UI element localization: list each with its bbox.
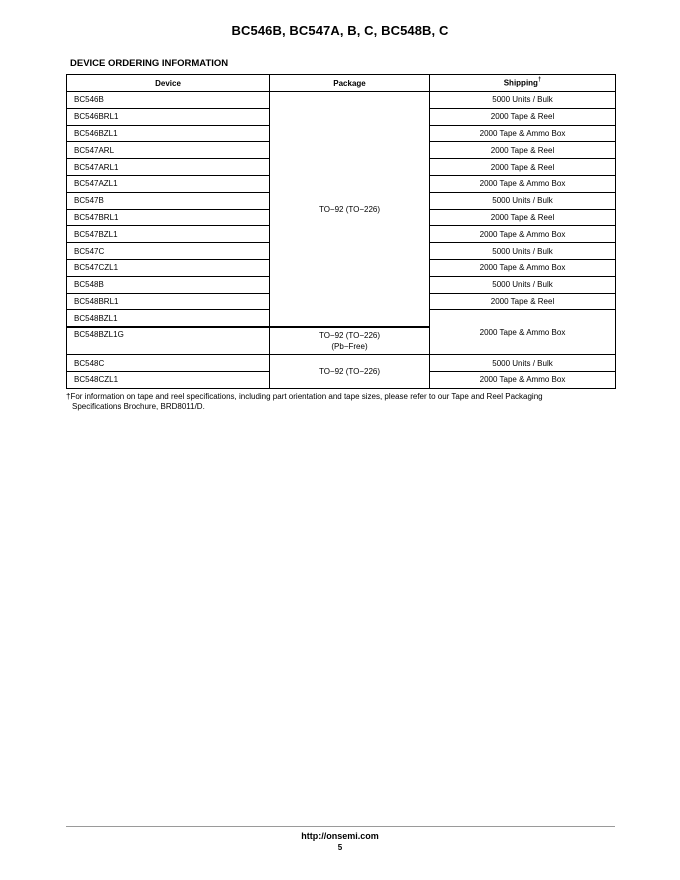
device-cell: BC547ARL1 (67, 159, 270, 176)
shipping-cell: 2000 Tape & Ammo Box (430, 226, 616, 243)
ordering-table (66, 74, 616, 389)
column-header-package: Package (270, 75, 430, 92)
device-cell: BC547CZL1 (67, 259, 270, 276)
device-cell: BC547B (67, 192, 270, 209)
device-cell: BC547BRL1 (67, 209, 270, 226)
shipping-cell: 2000 Tape & Reel (430, 293, 616, 310)
device-cell: BC547C (67, 243, 270, 260)
footer-url[interactable]: http://onsemi.com (301, 831, 379, 841)
shipping-cell: 2000 Tape & Reel (430, 159, 616, 176)
document-title: BC546B, BC547A, B, C, BC548B, C (231, 23, 449, 38)
device-cell: BC547ARL (67, 142, 270, 159)
device-cell: BC548CZL1 (67, 371, 270, 388)
shipping-cell: 2000 Tape & Reel (430, 209, 616, 226)
shipping-cell: 5000 Units / Bulk (430, 276, 616, 293)
dagger-mark: † (537, 77, 542, 84)
column-header-shipping (430, 75, 616, 92)
shipping-cell: 2000 Tape & Reel (430, 142, 616, 159)
device-cell: BC548BZL1G (67, 327, 270, 355)
shipping-cell: 2000 Tape & Ammo Box (430, 175, 616, 192)
table-row (67, 355, 616, 372)
device-cell: BC548B (67, 276, 270, 293)
shipping-cell: 5000 Units / Bulk (430, 92, 616, 109)
footnote-line-1: For information on tape and reel specifications, including part orientation and tape sizes, please refer to our Tape and Reel Packaging (70, 392, 543, 401)
footnote (66, 392, 615, 412)
device-cell: BC546BZL1 (67, 125, 270, 142)
shipping-cell: 5000 Units / Bulk (430, 355, 616, 372)
device-cell: BC546BRL1 (67, 108, 270, 125)
shipping-cell: 5000 Units / Bulk (430, 243, 616, 260)
device-cell: BC548BRL1 (67, 293, 270, 310)
table-row (67, 92, 616, 109)
device-cell: BC548BZL1 (67, 310, 270, 327)
shipping-header-label: Shipping (503, 78, 538, 88)
package-cell: TO−92 (TO−226) (270, 355, 430, 389)
shipping-cell: 2000 Tape & Reel (430, 108, 616, 125)
footer-divider (66, 826, 615, 827)
footnote-line-2: Specifications Brochure, BRD8011/D. (72, 402, 205, 411)
package-line: TO−92 (TO−226) (318, 331, 381, 341)
package-line: (Pb−Free) (331, 342, 368, 352)
footnote-mark: † (66, 392, 71, 401)
shipping-cell: 5000 Units / Bulk (430, 192, 616, 209)
shipping-cell: 2000 Tape & Ammo Box (430, 125, 616, 142)
device-cell: BC547AZL1 (67, 175, 270, 192)
table-header-row (67, 75, 616, 92)
device-cell: BC547BZL1 (67, 226, 270, 243)
device-cell: BC548C (67, 355, 270, 372)
section-title: DEVICE ORDERING INFORMATION (70, 58, 229, 69)
package-cell-pb-free (270, 327, 430, 355)
package-cell: TO−92 (TO−226) (270, 92, 430, 328)
shipping-cell: 2000 Tape & Ammo Box (430, 259, 616, 276)
page-number: 5 (337, 843, 343, 852)
shipping-cell: 2000 Tape & Ammo Box (430, 371, 616, 388)
device-cell: BC546B (67, 92, 270, 109)
column-header-device: Device (67, 75, 270, 92)
shipping-cell: 2000 Tape & Ammo Box (430, 310, 616, 355)
